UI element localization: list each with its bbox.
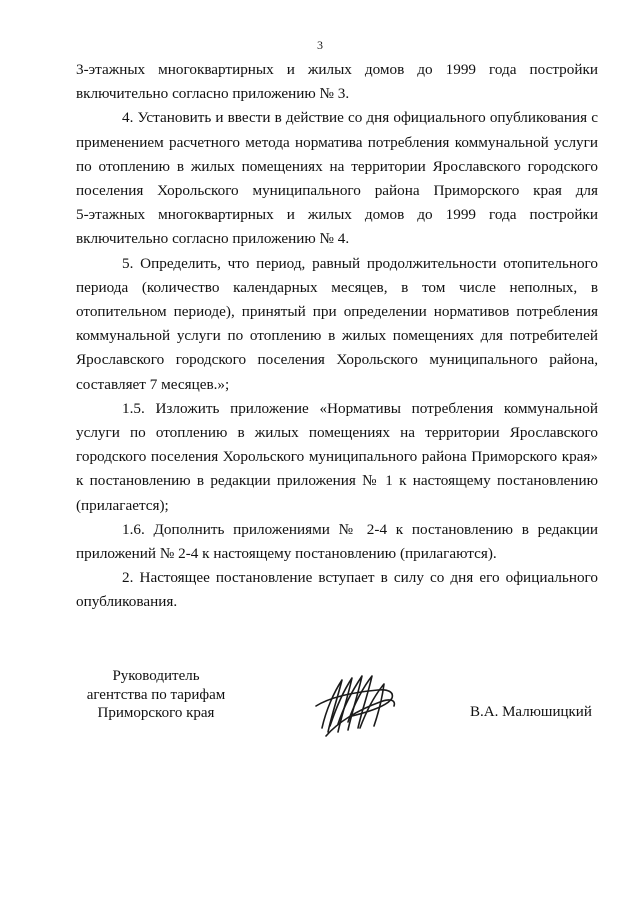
text-line: периода (количество календарных месяцев, в том числе неполных, в [76, 278, 598, 296]
text-line: применением расчетного метода норматива потребления коммунальной услуги [76, 133, 598, 151]
text-line: 4. Установить и ввести в действие со дня официального опубликования с [122, 109, 598, 127]
paragraph-continuation [76, 58, 598, 106]
text-line: 1.5. Изложить приложение «Нормативы потребления коммунальной [122, 399, 598, 417]
text-line: к постановлению в редакции приложения № 1 к настоящему постановлению [76, 472, 598, 490]
signatory-title-line: Руководитель [112, 668, 200, 684]
text-line: коммунальной услуги по отоплению в жилых помещениях для потребителей [76, 327, 598, 345]
paragraph-item-5 [76, 252, 598, 397]
paragraph-item-1-5 [76, 397, 598, 518]
text-line: по отоплению в жилых помещениях на территории Ярославского городского [76, 157, 598, 175]
page-number: 3 [317, 38, 323, 52]
text-line: услуги по отоплению в жилых помещениях на территории Ярославского [76, 424, 598, 442]
text-line: 5. Определить, что период, равный продолжительности отопительного [122, 254, 598, 272]
text-line: 1.6. Дополнить приложениями № 2-4 к постановлению в редакции [122, 520, 598, 538]
text-line: приложений № 2-4 к настоящему постановлению (прилагаются). [76, 545, 497, 563]
text-line: Ярославского городского поселения Хорольского муниципального района, [76, 351, 598, 369]
document-body [76, 58, 598, 615]
text-line: опубликования. [76, 593, 178, 611]
handwritten-signature [308, 666, 404, 746]
paragraph-item-4 [76, 106, 598, 251]
signatory-title [76, 667, 236, 723]
text-line: 3-этажных многоквартирных и жилых домов до 1999 года постройки [76, 61, 598, 78]
text-line: (прилагается); [76, 496, 169, 514]
text-line: поселения Хорольского муниципального района Приморского края для [76, 182, 598, 200]
text-line: включительно согласно приложению № 3. [76, 85, 350, 103]
paragraph-item-1-6 [76, 518, 598, 566]
text-line: отопительном периоде), принятый при определении нормативов потребления [76, 303, 598, 321]
text-line: городского поселения Хорольского муниципального района Приморского края» [76, 448, 598, 466]
text-line: составляет 7 месяцев.»; [76, 375, 230, 393]
text-line: включительно согласно приложению № 4. [76, 230, 350, 248]
signatory-name: В.А. Малюшицкий [470, 704, 592, 720]
text-line: 5-этажных многоквартирных и жилых домов до 1999 года постройки [76, 206, 598, 224]
signatory-title-line: Приморского края [97, 705, 215, 721]
text-line: 2. Настоящее постановление вступает в силу со дня его официального [122, 569, 598, 587]
signatory-title-line: агентства по тарифам [86, 686, 226, 703]
paragraph-item-2 [76, 566, 598, 614]
